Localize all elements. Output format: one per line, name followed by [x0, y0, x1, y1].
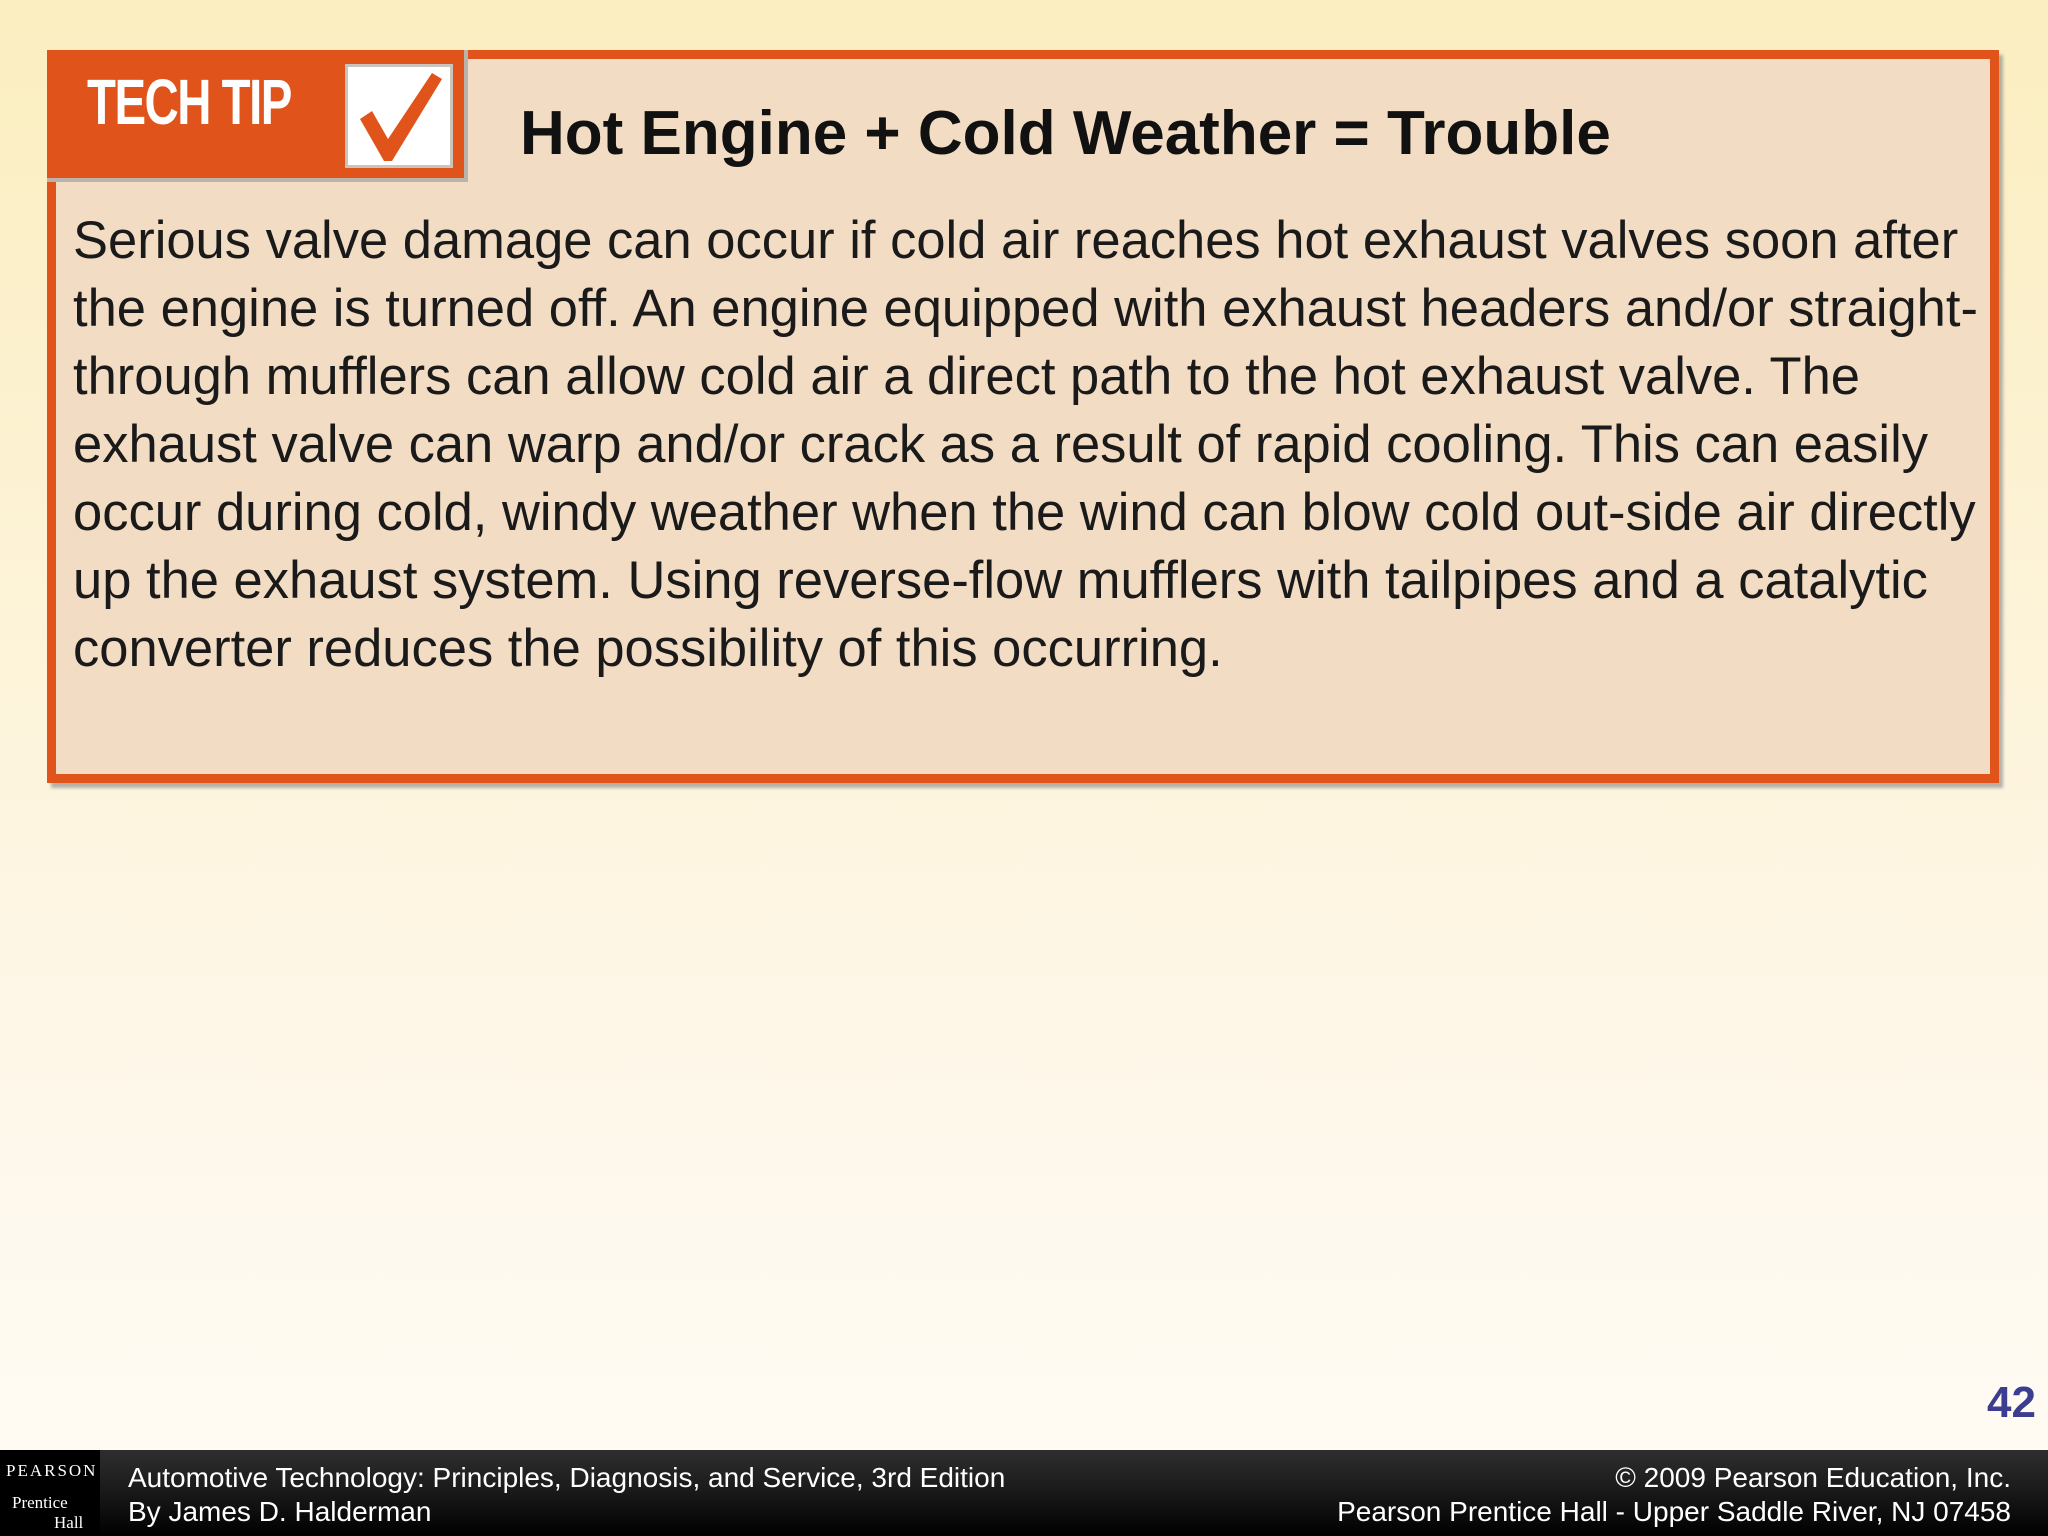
tech-tip-label: TECH TIP — [87, 66, 291, 138]
footer-book-title: Automotive Technology: Principles, Diagnosis, and Service, 3rd Edition — [128, 1462, 1006, 1493]
footer-author: By James D. Halderman — [128, 1496, 432, 1527]
logo-prentice-text: Prentice — [12, 1493, 68, 1512]
logo-pearson-text: PEARSON — [6, 1461, 98, 1480]
pearson-prentice-hall-logo — [0, 1450, 100, 1536]
tip-title: Hot Engine + Cold Weather = Trouble — [520, 99, 1611, 168]
checkmark-icon — [345, 64, 453, 168]
logo-hall-text: Hall — [54, 1513, 84, 1532]
tech-tip-badge — [47, 50, 468, 182]
tip-body-text: Serious valve damage can occur if cold air reaches hot exhaust valves soon after the engine is turned off. An engine equipped with exhaust headers and/or straight-through mufflers can allow cold air a direct path to the hot exhaust valve. The exhaust valve can warp and/or crack as a result of rapid cooling. This can easily occur during cold, windy weather when the wind can blow cold out-side air directly up the exhaust system. Using reverse-flow mufflers with tailpipes and a catalytic converter reduces the possibility of this occurring. — [73, 211, 1978, 678]
footer-publisher: Pearson Prentice Hall - Upper Saddle River, NJ 07458 — [1337, 1496, 2011, 1527]
footer-bar — [0, 1450, 2048, 1536]
slide-page-number: 42 — [1987, 1378, 2036, 1427]
footer-copyright: © 2009 Pearson Education, Inc. — [1615, 1462, 2011, 1493]
tech-tip-box — [47, 50, 1999, 783]
checkmark-icon-glyph — [354, 69, 446, 165]
